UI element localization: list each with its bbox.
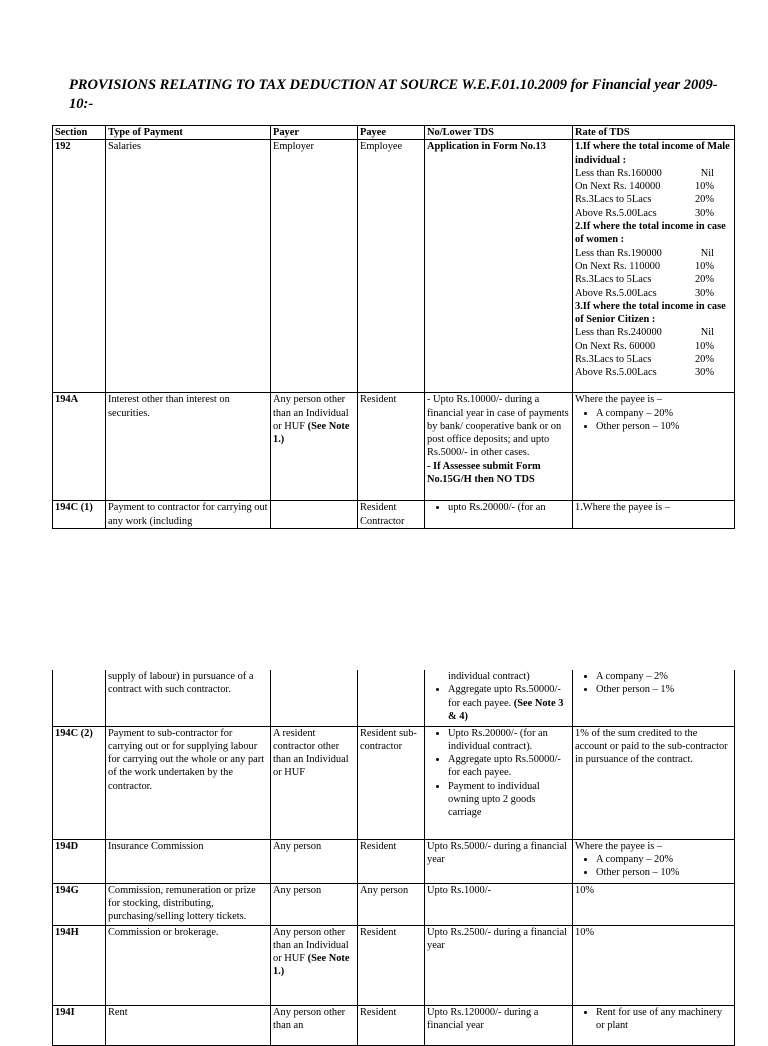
section-cell: 194I: [53, 1005, 106, 1045]
page-title: PROVISIONS RELATING TO TAX DEDUCTION AT SOURCE W.E.F.01.10.2009 for Financial year 2009-10:-: [69, 77, 718, 112]
nolower-form-note: - If Assessee submit Form No.15G/H then NO TDS: [427, 460, 541, 486]
rate-item: • Other person – 10%: [596, 866, 732, 879]
type-cell: supply of labour) in pursuance of a contract with such contractor.: [106, 670, 271, 726]
header-rate-of-tds: Rate of TDS: [573, 126, 735, 140]
nolower-cell: Upto Rs.1000/-: [425, 883, 573, 925]
rate-item: • A company – 2%: [596, 670, 732, 683]
type-cell: Commission, remuneration or prize for stocking, distributing, purchasing/selling lottery tickets.: [106, 883, 271, 925]
table-row-194g: [53, 883, 735, 925]
payee-cell: Resident: [358, 839, 425, 883]
section-cell: 194D: [53, 839, 106, 883]
payee-cell: Employee: [358, 140, 425, 393]
rate-cell: 10%: [573, 883, 735, 925]
header-no-lower-tds: No/Lower TDS: [425, 126, 573, 140]
section-cell: 194C (1): [53, 501, 106, 529]
nolower-item: • Aggregate upto Rs.50000/- for each payee. (See Note 3 & 4): [448, 683, 570, 723]
rate-cell: 1.Where the payee is –: [573, 501, 735, 529]
payee-cell: Resident sub-contractor: [358, 726, 425, 839]
payer-cell: [271, 670, 358, 726]
type-cell: Payment to sub-contractor for carrying out or for supplying labour for carrying out the whole or any part of the work undertaken by the contractor.: [106, 726, 271, 839]
rate-item: • Rent for use of any machinery or plant: [596, 1006, 732, 1033]
rate-cell: [573, 393, 735, 501]
nolower-text: - Upto Rs.10000/- during a financial year in case of payments by bank/ cooperative bank or on post office deposits; and upto Rs.5000/- in other cases.: [427, 394, 569, 459]
header-payee: Payee: [358, 126, 425, 140]
rate-item: • Other person – 1%: [596, 683, 732, 696]
section-cell: [53, 670, 106, 726]
rate-item: • Other person – 10%: [596, 420, 732, 433]
payer-cell: Employer: [271, 140, 358, 393]
header-section: Section: [53, 126, 106, 140]
payer-cell: A resident contractor other than an Individual or HUF: [271, 726, 358, 839]
table-row-194h: [53, 925, 735, 1005]
table-row-192: [53, 140, 735, 393]
senior-slab-heading: 3.If where the total income in case of Senior Citizen :: [575, 300, 726, 326]
slab-row: Above Rs.5.00Lacs 30%: [575, 207, 714, 219]
slab-row: Less than Rs.190000 Nil: [575, 247, 714, 259]
table-row-194c1-continued: [53, 670, 735, 726]
rate-cell: [573, 1005, 735, 1045]
table-header-row: [53, 126, 735, 140]
payer-cell: Any person other than an Individual or HUF (See Note 1.): [271, 393, 358, 501]
nolower-cell: [425, 670, 573, 726]
section-cell: 194G: [53, 883, 106, 925]
rate-item: • A company – 20%: [596, 853, 732, 866]
type-cell: Salaries: [106, 140, 271, 393]
slab-row: On Next Rs. 60000 10%: [575, 340, 714, 352]
nolower-cell: [425, 501, 573, 529]
payer-cell: Any person other than an Individual or HUF (See Note 1.): [271, 925, 358, 1005]
nolower-continued: individual contract): [448, 671, 530, 682]
header-type-of-payment: Type of Payment: [106, 126, 271, 140]
section-cell: 192: [53, 140, 106, 393]
table-row-194a: [53, 393, 735, 501]
payee-cell: Resident: [358, 925, 425, 1005]
table-row-194c2: [53, 726, 735, 839]
women-slab-heading: 2.If where the total income in case of women :: [575, 221, 726, 246]
section-cell: 194H: [53, 925, 106, 1005]
header-payer: Payer: [271, 126, 358, 140]
slab-row: Above Rs.5.00Lacs 30%: [575, 367, 714, 379]
slab-row: On Next Rs. 110000 10%: [575, 260, 714, 272]
payer-cell: Any person other than an: [271, 1005, 358, 1045]
section-cell: 194C (2): [53, 726, 106, 839]
male-slab-heading: 1.If where the total income of Male individual :: [575, 141, 730, 166]
payer-cell: Any person: [271, 839, 358, 883]
rate-cell: 10%: [573, 925, 735, 1005]
payee-cell: Any person: [358, 883, 425, 925]
rate-item: • A company – 20%: [596, 407, 732, 420]
rate-cell: [573, 839, 735, 883]
slab-row: Above Rs.5.00Lacs 30%: [575, 287, 714, 299]
type-cell: Insurance Commission: [106, 839, 271, 883]
slab-row: On Next Rs. 140000 10%: [575, 181, 714, 193]
slab-row: Less than Rs.160000 Nil: [575, 167, 714, 179]
rate-intro: Where the payee is –: [575, 840, 663, 852]
nolower-cell: Upto Rs.5000/- during a financial year: [425, 839, 573, 883]
payer-cell: Any person: [271, 883, 358, 925]
nolower-item: • upto Rs.20000/- (for an: [448, 501, 570, 514]
nolower-item: • Payment to individual owning upto 2 goods carriage: [448, 780, 570, 820]
type-cell: Payment to contractor for carrying out any work (including: [106, 501, 271, 529]
nolower-cell: [425, 393, 573, 501]
nolower-cell: Upto Rs.120000/- during a financial year: [425, 1005, 573, 1045]
payee-cell: Resident: [358, 393, 425, 501]
rate-intro: Where the payee is –: [575, 394, 663, 406]
tds-table-page1: [52, 125, 735, 529]
table-row-194d: [53, 839, 735, 883]
section-cell: 194A: [53, 393, 106, 501]
table-row-194i: [53, 1005, 735, 1045]
payee-cell: Resident Contractor: [358, 501, 425, 529]
payee-cell: [358, 670, 425, 726]
payee-cell: Resident: [358, 1005, 425, 1045]
type-cell: Interest other than interest on securities.: [106, 393, 271, 501]
slab-row: Less than Rs.240000 Nil: [575, 327, 714, 339]
type-cell: Commission or brokerage.: [106, 925, 271, 1005]
nolower-cell: [425, 726, 573, 839]
note-ref: (See Note 1.): [273, 420, 350, 446]
tds-table-page2: [52, 670, 735, 1046]
nolower-cell: Upto Rs.2500/- during a financial year: [425, 925, 573, 1005]
nolower-item: • Aggregate upto Rs.50000/- for each payee.: [448, 753, 570, 780]
nolower-item: • Upto Rs.20000/- (for an individual contract).: [448, 727, 570, 754]
type-cell: Rent: [106, 1005, 271, 1045]
table-row-194c1: [53, 501, 735, 529]
payer-cell: [271, 501, 358, 529]
nolower-cell: Application in Form No.13: [425, 140, 573, 393]
note-ref: (See Note 1.): [273, 953, 350, 978]
rate-cell: 1% of the sum credited to the account or paid to the sub-contractor in pursuance of the contract.: [573, 726, 735, 839]
slab-row: Rs.3Lacs to 5Lacs 20%: [575, 274, 714, 286]
note-ref: (See Note 3 & 4): [448, 697, 564, 722]
slab-row: Rs.3Lacs to 5Lacs 20%: [575, 194, 714, 206]
rate-cell: [573, 140, 735, 393]
rate-cell: [573, 670, 735, 726]
slab-row: Rs.3Lacs to 5Lacs 20%: [575, 354, 714, 366]
